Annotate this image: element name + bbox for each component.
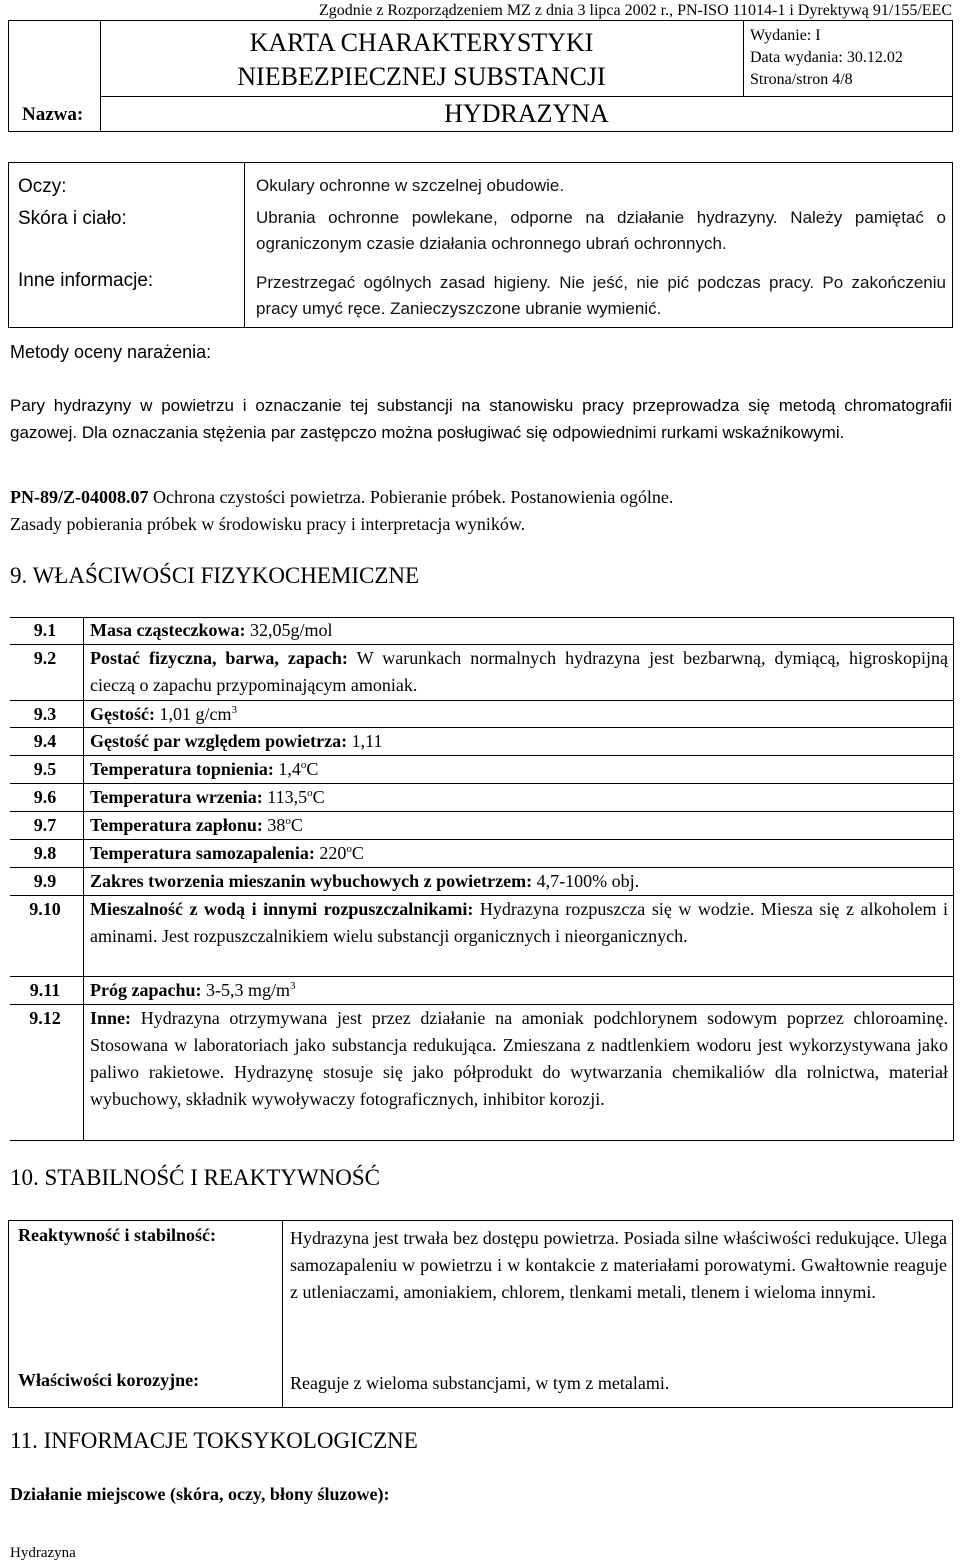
property-number: 9.11 — [29, 980, 61, 1000]
property-number: 9.7 — [33, 815, 57, 835]
property-number: 9.10 — [29, 899, 61, 919]
standard-code: PN-89/Z-04008.07 — [10, 487, 149, 507]
property-text — [90, 756, 948, 783]
property-superscript: o — [300, 759, 307, 771]
exposure-label: Metody oceny narażenia: — [10, 342, 212, 362]
property-number: 9.5 — [33, 759, 57, 779]
header-divider — [743, 20, 744, 96]
skin-label: Skóra i ciało: — [18, 208, 127, 229]
property-value: 1,4 — [273, 759, 301, 779]
property-label: Mieszalność z wodą i innymi rozpuszczalnikami: — [90, 899, 474, 919]
property-text — [90, 617, 948, 644]
stability-divider — [282, 1220, 283, 1408]
property-text — [90, 701, 948, 728]
property-superscript: o — [307, 787, 313, 799]
property-superscript: 3 — [231, 704, 237, 716]
property-value: 113,5 — [262, 787, 308, 807]
property-text — [90, 840, 948, 867]
property-value: 1,01 g/cm — [154, 704, 232, 724]
other-info-text: Przestrzegać ogólnych zasad higieny. Nie jeść, nie pić podczas pracy. Po zakończeniu pracy umyć ręce. Zanieczyszczone ubranie wymienić. — [256, 273, 946, 318]
substance-name: HYDRAZYNA — [444, 99, 609, 128]
property-label: Temperatura wrzenia: — [90, 787, 263, 807]
property-label: Gęstość: — [90, 704, 155, 724]
property-unit: C — [351, 843, 364, 863]
page-number: Strona/stron 4/8 — [750, 71, 853, 88]
property-label: Próg zapachu: — [90, 980, 202, 1000]
property-text — [90, 784, 948, 811]
property-number: 9.3 — [33, 704, 57, 724]
other-info-label: Inne informacje: — [18, 270, 154, 291]
property-unit: C — [312, 787, 325, 807]
reactivity-label: Reaktywność i stabilność: — [18, 1225, 217, 1245]
name-label: Nazwa: — [22, 104, 84, 125]
reactivity-text: Hydrazyna jest trwała bez dostępu powietrza. Posiada silne właściwości redukujące. Ulega samozapaleniu w powietrzu i w kontakcie z materiałami porowatymi. Gwałtownie reaguje z utleniaczami, amoniakiem, chlorem, tlenkami metali, tlenem i wieloma innymi. — [290, 1228, 947, 1302]
section-11-title: 11. INFORMACJE TOKSYKOLOGICZNE — [10, 1428, 418, 1453]
property-superscript: o — [285, 815, 291, 827]
property-superscript: o — [346, 843, 352, 855]
property-text — [90, 868, 948, 895]
property-text — [90, 728, 948, 755]
property-value: Hydrazyna rozpuszcza się w wodzie. Miesza się z alkoholem i aminami. Jest rozpuszczalnikiem wielu substancji organicznych i nieorganicznych. — [90, 899, 948, 946]
property-number: 9.9 — [33, 871, 57, 891]
property-superscript: 3 — [290, 980, 296, 992]
property-number: 9.6 — [33, 787, 57, 807]
property-value: 32,05g/mol — [245, 620, 333, 640]
property-value: W warunkach normalnych hydrazyna jest bezbarwną, dymiącą, higroskopijną cieczą o zapachu przypominającym amoniak. — [90, 648, 948, 695]
table-divider — [83, 617, 84, 1140]
eyes-text: Okulary ochronne w szczelnej obudowie. — [256, 176, 565, 195]
property-label: Gęstość par względem powietrza: — [90, 731, 348, 751]
exposure-text: Pary hydrazyny w powietrzu i oznaczanie tej substancji na stanowisku pracy przeprowadza się metodą chromatografii gazowej. Dla oznaczania stężenia par zastępczo można posługiwać się odpowiednimi rurkami wskaźnikowymi. — [10, 396, 952, 442]
property-unit: C — [290, 815, 303, 835]
property-text — [90, 1005, 948, 1113]
property-text — [90, 977, 948, 1004]
regulation-note: Zgodnie z Rozporządzeniem MZ z dnia 3 lipca 2002 r., PN-ISO 11014-1 i Dyrektywą 91/155/EEC — [318, 2, 952, 19]
property-number: 9.4 — [33, 731, 57, 751]
property-value: 220 — [314, 843, 347, 863]
property-label: Temperatura zapłonu: — [90, 815, 263, 835]
property-label: Inne: — [90, 1008, 132, 1028]
property-text — [90, 812, 948, 839]
property-label: Temperatura samozapalenia: — [90, 843, 315, 863]
property-label: Masa cząsteczkowa: — [90, 620, 246, 640]
issue-date: Data wydania: 30.12.02 — [750, 49, 903, 66]
local-effects-text: Hydrazyna — [10, 1545, 76, 1561]
header-divider — [100, 96, 953, 97]
property-unit: C — [306, 759, 319, 779]
skin-text: Ubrania ochronne powlekane, odporne na działanie hydrazyny. Należy pamiętać o ograniczonym czasie działania ochronnego ubrań ochronnych. — [256, 208, 946, 253]
table-border — [953, 617, 954, 1140]
document-subtitle: NIEBEZPIECZNEJ SUBSTANCJI — [237, 62, 606, 91]
property-number: 9.2 — [33, 648, 57, 668]
standard-title: Ochrona czystości powietrza. Pobieranie próbek. Postanowienia ogólne. — [148, 487, 674, 507]
property-text — [90, 645, 948, 699]
property-label: Postać fizyczna, barwa, zapach: — [90, 648, 348, 668]
table-rule — [10, 1140, 954, 1141]
property-number: 9.8 — [33, 843, 57, 863]
standard-title-2: Zasady pobierania próbek w środowisku pracy i interpretacja wyników. — [10, 514, 526, 534]
standard-reference — [10, 484, 952, 538]
property-value: 38 — [262, 815, 286, 835]
protection-divider — [244, 162, 245, 328]
property-value: 4,7-100% obj. — [532, 871, 640, 891]
property-text — [90, 896, 948, 950]
property-value: 1,11 — [347, 731, 383, 751]
document-title: KARTA CHARAKTERYSTYKI — [249, 28, 594, 57]
corrosive-label: Właściwości korozyjne: — [18, 1370, 200, 1390]
property-label: Zakres tworzenia mieszanin wybuchowych z powietrzem: — [90, 871, 533, 891]
property-value: 3-5,3 mg/m — [201, 980, 290, 1000]
property-number: 9.12 — [29, 1008, 61, 1028]
section-10-title: 10. STABILNOŚĆ I REAKTYWNOŚĆ — [10, 1165, 380, 1190]
section-9-title: 9. WŁAŚCIWOŚCI FIZYKOCHEMICZNE — [10, 563, 420, 588]
eyes-label: Oczy: — [18, 176, 67, 197]
property-number: 9.1 — [33, 620, 57, 640]
property-value: Hydrazyna otrzymywana jest przez działanie na amoniak podchlorynem sodowym poprzez chloroaminę. Stosowana w laboratoriach jako substancja redukująca. Zmieszana z nadtlenkiem wodoru jest wykorzystywana jako paliwo rakietowe. Hydrazynę stosuje się jako półprodukt do wytwarzania chemikaliów dla rolnictwa, materiał wybuchowy, składnik wywoływaczy fotograficznych, inhibitor korozji. — [90, 1008, 948, 1109]
property-label: Temperatura topnienia: — [90, 759, 274, 779]
local-effects-label: Działanie miejscowe (skóra, oczy, błony śluzowe): — [10, 1484, 390, 1504]
corrosive-text: Reaguje z wieloma substancjami, w tym z metalami. — [290, 1373, 670, 1393]
edition: Wydanie: I — [750, 27, 821, 44]
